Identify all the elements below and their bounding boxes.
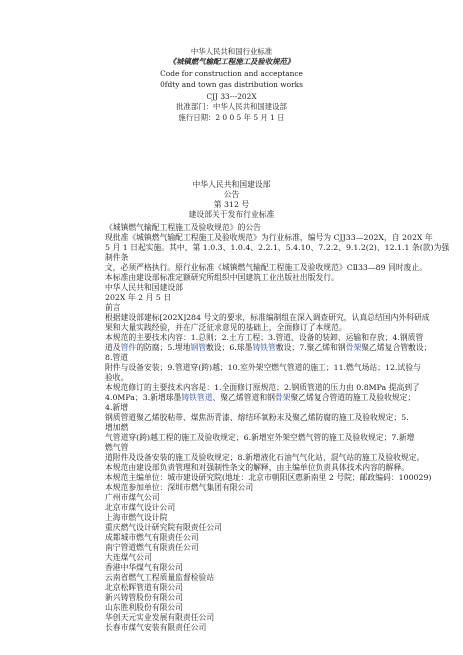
participating-unit: 长春市煤气安装有限责任公司 [105,623,207,632]
body-line: 本标准由建设部标准定额研究所组织中国建筑工业出版社出版发行。 [105,273,339,282]
body-line: 制件条 [105,253,129,262]
body-line: 4.新增 [105,403,129,412]
body-line: 《城镇燃气输配工程施工及验收规范》的公告 [105,223,261,232]
effective-date: 施行日期：2 0 0 5 年 5 月 1 日 [178,113,285,122]
participating-unit: 云南省燃气工程质量监督检验站 [105,573,215,582]
participating-unit: 新兴铸管股份有限公司 [105,593,183,602]
participating-unit: 大连煤气公司 [105,553,152,562]
participating-unit: 北京市煤气设计公司 [105,503,176,512]
body-line: 本规范参加单位：深圳市燃气集团有限公司 [105,483,254,492]
body-line: 钢质管道聚乙烯胶粘带、煤焦沥青漆、熔结环氧粉末及聚乙烯防腐的施工及验收规定；5. [105,413,409,422]
english-title-line1: Code for construction and acceptance [160,69,303,78]
body-line: 果和大量实践经验，并在广泛征求意见的基础上，全面修订了本规范。 [105,323,347,332]
keyword-link-skeleton[interactable]: 骨架 [345,343,362,352]
body-line: 气管道穿(跨)越工程的施工及验收规定；6.新增室外架空燃气管的施工及验收规定；7.新增 [105,433,415,442]
participating-unit: 重庆燃气设计研究院有限责任公司 [105,523,222,532]
foreword-heading: 前言 [105,303,121,312]
body-line: 8.管道 [105,353,129,362]
notice-number: 第 312 号 [213,200,250,209]
body-line: 4.0MPa；3.新增球墨铸铁管道、聚乙烯管道和钢骨架聚乙烯复合管道的施工及验收规定； [105,393,416,402]
signature-issuer: 中华人民共和国建设部 [105,283,183,292]
participating-unit: 广州市煤气公司 [105,493,160,502]
body-line: 燃气管 [105,443,129,452]
keyword-link-cast-iron-pipe[interactable]: 铸铁管 [252,343,276,352]
body-line: 附件与设备安装；9.管道穿(跨)越；10.室外架空燃气管道的施工；11.燃气场站；12.试验与 [105,363,421,372]
keyword-link-cast-iron-pipeline[interactable]: 铸铁管道 [181,393,213,402]
participating-unit: 华创天元实业发展有限责任公司 [105,613,215,622]
body-line: 现批准《城镇燃气输配工程施工及验收规范》为行业标准，编号为 CJJ33—202X，自 202X 年 [105,233,433,242]
keyword-link-skeleton[interactable]: 骨架 [274,393,291,402]
body-line: 本规范的主要技术内容：1.总则；2.土方工程；3.管道、设备的装卸、运输和存放；4.钢质管 [105,333,424,342]
issuer: 中华人民共和国建设部 [192,180,271,189]
signature-date: 202X 年 2 月 5 日 [105,293,172,302]
participating-unit: 北京松晖管道有限公司 [105,583,183,592]
participating-unit: 上海市燃气设计院 [105,513,168,522]
standard-code: CJJ 33---202X [206,92,257,101]
body-line: 增加燃 [105,423,129,432]
body-line: 5 月 1 日起实施。其中，第 1.0.3、1.0.4、2.2.1、5.4.10、7.2.2、9.1.2(2)、12.1.1 条(款)为强 [105,243,450,252]
approval-department: 批准部门：中华人民共和国建设部 [176,102,287,111]
body-line: 道及管件的防腐；5.埋地钢管敷设；6.球墨铸铁管敷设；7.聚乙烯和钢骨架聚乙烯复合管敷设； [105,343,432,352]
document-title: 《城镇燃气输配工程施工及验收规范》 [168,57,295,66]
keyword-link-pipe-fittings[interactable]: 管件 [120,343,137,352]
body-line: 本规范修订的主要技术内容是：1.全面修订原规范；2.钢质管道的压力由 0.8MPa 提高到了 [105,383,420,392]
participating-unit: 南宁管道燃气有限责任公司 [105,543,199,552]
participating-unit: 山东胜利股份有限公司 [105,603,183,612]
body-line: 文，必须严格执行。原行业标准《城镇燃气输配工程施工及验收规范》CⅡ33—89 同时废止。 [105,263,428,272]
body-line: 本规范由建设部负责管理和对强制性条文的解释，由主编单位负责具体技术内容的解释。 [105,463,410,472]
body-line: 根据建设部建标[202X]284 号文的要求，标准编制组在深入调查研究，认真总结国内外科研成 [105,313,430,322]
english-title-line2: 0fdty and town gas distribution works [160,80,303,89]
keyword-link-steel-pipe[interactable]: 钢管 [190,343,207,352]
notice-subject: 建设部关于发布行业标准 [188,210,275,219]
standard-category: 中华人民共和国行业标准 [190,47,273,56]
notice-heading: 公告 [223,190,240,199]
participating-unit: 香港中华煤气有限公司 [105,563,183,572]
body-line: 验收。 [105,373,129,382]
participating-unit: 成都城市燃气有限责任公司 [105,533,199,542]
body-line: 本规范主编单位：城市建设研究院(地址：北京市朝阳区惠新南里 2 号院；邮政编码：100029) [105,473,432,482]
body-line: 道附件及设备安装的施工及验收规定；8.新增液化石油气气化站、混气站的施工及验收规定。 [105,453,425,462]
